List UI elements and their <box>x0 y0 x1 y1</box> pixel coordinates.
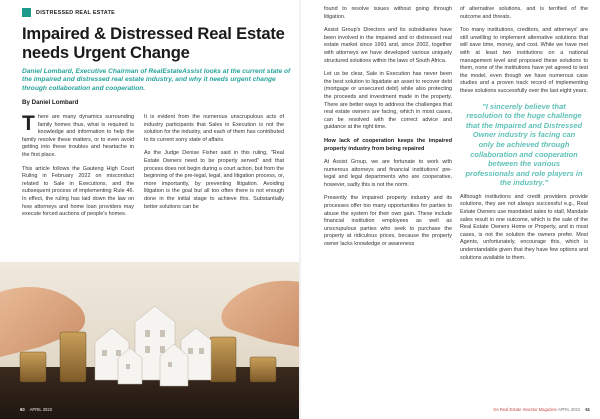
deck: Daniel Lombard, Executive Chairman of RealEstateAssist looks at the current state of the impaired and distressed real estate industry, and why it needs urgent change through collaboration and cooperation. <box>22 68 291 92</box>
folio-left <box>20 407 52 412</box>
paragraph: At Assist Group, we are fortunate to work with numerous attorneys and financial institutions' pre-legal and legal departments who are cooperative, however, sadly this is not the norm. <box>324 159 452 188</box>
publication-name: SA Real Estate Investor Magazine <box>493 407 557 412</box>
section-tag <box>22 8 115 17</box>
folio-right <box>493 407 590 412</box>
column-2 <box>144 114 284 217</box>
page-number: 60 <box>20 407 25 412</box>
illustration-icon <box>0 262 300 419</box>
column-3 <box>324 6 452 255</box>
pull-quote: "I sincerely believe that resolution to the huge challenge that the Impaired and Distressed Owner industry is facing can only be achieved through collaboration and cooperation between the various professionals and role players in the industry." <box>465 101 583 188</box>
paragraph: As the Judge Denise Fisher said in this ruling, "Real Estate Owners need to be properly served" and that process does not begin during a court action, but from the beginning of the pre-legal, legal, and litigation process, or, more importantly, by preventing litigation. Avoiding litigation is the goal but all too often there is not enough done in the initial stage to achieve this. Substantially better solutions can be <box>144 150 284 210</box>
headline: Impaired & Distressed Real Estate needs Urgent Change <box>22 24 285 62</box>
right-page <box>300 0 600 419</box>
paragraph: This article follows the Gauteng High Court Ruling in February 2022 on misconduct related to Sale in Executions, and the subsequent process of implementing Rule 46. In effect, the ruling has laid down the law on how attorneys and home loan providers may execute forced auctions of people's homes. <box>22 165 134 218</box>
paragraph: Too many institutions, creditors, and attorneys' are still unwilling to implement alternative solutions that will save time, money, and cost. While we have met with at least two institutions on a national management level and proposed these solutions to them, none of the institutions have yet agreed to test the model, even though we have numerous case studies and a proven track record of implementing these solutions successfully over the last eight years. <box>460 27 588 94</box>
subheading: How lack of cooperation keeps the impaired property industry from being repaired <box>324 137 452 152</box>
dropcap: T <box>22 112 35 135</box>
section-label: DISTRESSED REAL ESTATE <box>36 9 116 16</box>
column-4 <box>460 6 588 268</box>
paragraph: of alternative solutions, and is terrified of the outcome and threats. <box>460 6 588 20</box>
paragraph: Let us be clear, Sale in Execution has never been the best solution to liquidate an asset to recover debt (mortgage or unsecured debt) while also protecting the proceeds and investment made in the property. There are better ways to address the challenges that real estate owners are facing, which in most cases, can be resolved with the correct advice and guidance at the right time. <box>324 71 452 131</box>
column-1 <box>22 114 134 225</box>
paragraph: Although institutions and credit providers provide solutions, they are not always successful e.g., Real Estate Owners use mandated sales to stall, Mandate sales result in one outcome, which is the sale of the Real Estate Owners Home or Property, and in most cases, is not the solution the owners prefer. Most Agents, unfortunately, encourage this, which is understandable given that they have few options and solutions available to them. <box>460 193 588 261</box>
section-square-icon <box>22 8 31 17</box>
paragraph: It is evident from the numerous unscrupulous acts of industry participants that Sales in Execution is not the solution for the industry, and each of them has contributed to its current sorry state of affairs. <box>144 114 284 143</box>
byline: By Daniel Lombard <box>22 99 79 106</box>
page-number: 61 <box>585 407 590 412</box>
paragraph: Presently the impaired property industry and its processes offer too many opportunities for parties to abuse the system for their own gain. These include financial institution employees as well as unscrupulous parties who seek to purchase the property at ridiculous prices, because the property owner lacks knowledge or awareness <box>324 195 452 248</box>
houses-on-coins-photo <box>0 262 300 419</box>
issue-date: APRIL 2022 <box>557 407 581 412</box>
paragraph: found to resolve issues without going through litigation. <box>324 6 452 20</box>
issue-date: APRIL 2022 <box>29 407 53 412</box>
paragraph: Assist Group's Directors and its subsidiaries have been involved in the impaired and or distressed real estate market since 1991 and, since 2002, together with attorneys we have developed various uniquely structured solutions within the laws of South Africa. <box>324 27 452 64</box>
paragraph: There are many dynamics surrounding family homes thus, what is required is knowledge and information to help the family resolve these matters, or to even avoid getting into these troubles and heartache in the first place. <box>22 112 134 158</box>
